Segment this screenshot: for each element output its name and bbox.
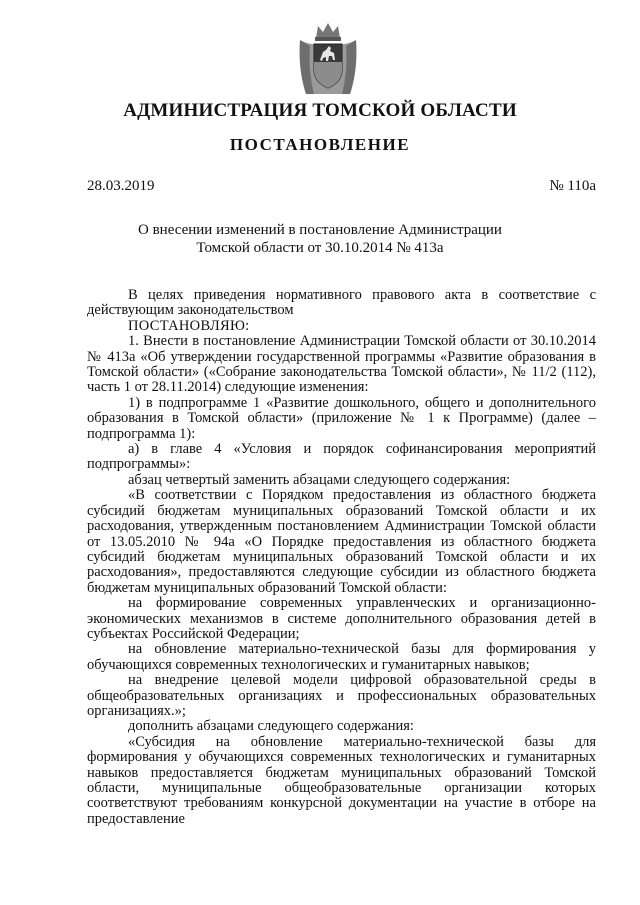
paragraph-subsidy-1: на формирование современных управленческих и организационно-экономических механизмов в системе дополнительного образования детей в субъектах Российской Федерации; — [87, 595, 596, 642]
organization-title: АДМИНИСТРАЦИЯ ТОМСКОЙ ОБЛАСТИ — [123, 100, 517, 121]
paragraph-subsidy-3: на внедрение целевой модели цифровой образовательной среды в общеобразовательных организациях и профессиональных образовательных организациях.»; — [87, 672, 596, 719]
paragraph-quoted-procedure: «В соответствии с Порядком предоставления из областного бюджета субсидий бюджетам муниципальных образований Томской области и их расходования, утвержденным постановлением Администрации Томской области от 13.05.2010 № 94а «О Порядке предоставления из областного бюджета субсидий бюджетам муниципальных образований Томской области и их расходования», предоставляются следующие субсидии из областного бюджета бюджетам муниципальных образований Томской области: — [87, 487, 596, 596]
paragraph-subsidy-2: на обновление материально-технической базы для формирования у обучающихся современных технологических и гуманитарных навыков; — [87, 641, 596, 673]
subject-line-2: Томской области от 30.10.2014 № 413а — [196, 240, 444, 256]
paragraph-decree: ПОСТАНОВЛЯЮ: — [128, 317, 250, 334]
paragraph-replace-note: абзац четвертый заменить абзацами следующего содержания: — [128, 471, 511, 488]
paragraph-subsidy-detail: «Субсидия на обновление материально-технической базы для формирования у обучающихся современных технологических и гуманитарных навыков предоставляется бюджетам муниципальных образований Томской области, муниципальные общеобразовательные организации которых соответствуют требованиям конкурсной документации на участие в отборе на предоставление — [87, 733, 596, 827]
subject-line-1: О внесении изменений в постановление Администрации — [138, 222, 502, 238]
paragraph-preamble: В целях приведения нормативного правового акта в соответствие с действующим законодательством — [87, 287, 596, 319]
paragraph-add-note: дополнить абзацами следующего содержания: — [128, 718, 414, 735]
document-number: № 110а — [549, 178, 596, 194]
paragraph-subitem-1: 1) в подпрограмме 1 «Развитие дошкольного, общего и дополнительного образования в Томской области» (приложение № 1 к Программе) (далее – подпрограмма 1): — [87, 394, 596, 442]
document-date: 28.03.2019 — [87, 178, 155, 194]
document-body — [87, 288, 596, 827]
coat-of-arms-emblem — [296, 20, 360, 98]
paragraph-subitem-a: а) в главе 4 «Условия и порядок софинансирования мероприятий подпрограммы»: — [87, 441, 596, 473]
document-type: ПОСТАНОВЛЕНИЕ — [229, 135, 411, 154]
document-subject — [0, 221, 640, 257]
paragraph-item-1: 1. Внести в постановление Администрации Томской области от 30.10.2014 № 413а «Об утверждении государственной программы «Развитие образования в Томской области» («Собрание законодательства Томской области», № 11/2 (112), часть 1 от 28.11.2014) следующие изменения: — [87, 333, 596, 396]
